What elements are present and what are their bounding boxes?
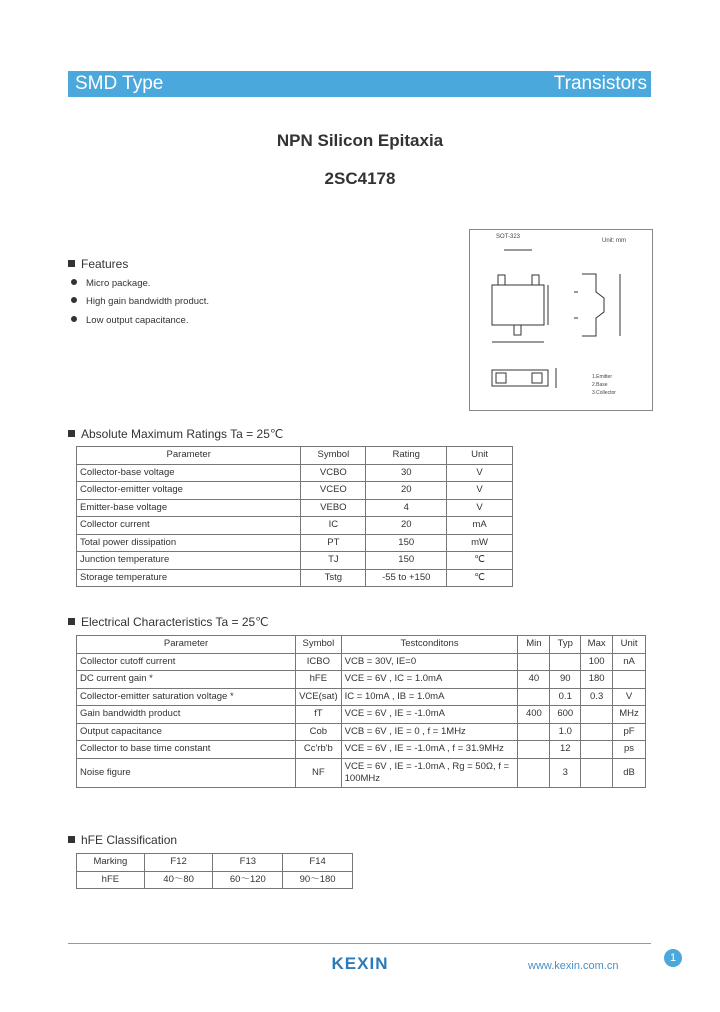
feature-item: Low output capacitance. xyxy=(71,315,188,326)
square-bullet-icon xyxy=(68,260,75,267)
table-row: Collector-emitter voltage VCEO 20 V xyxy=(77,482,513,500)
header-bar xyxy=(68,71,651,97)
hfe-class-table xyxy=(76,853,353,889)
header-right: Transistors xyxy=(553,73,647,94)
table-row: Noise figure NF VCE = 6V , IE = -1.0mA , Rg = 50Ω, f = 100MHz 3 dB xyxy=(77,758,646,787)
table-row: hFE 40～80 60～120 90～180 xyxy=(77,871,353,889)
svg-text:3.Collector: 3.Collector xyxy=(592,390,616,396)
table-row: Collector-base voltage VCBO 30 V xyxy=(77,464,513,482)
square-bullet-icon xyxy=(68,618,75,625)
bullet-icon xyxy=(71,297,77,303)
table-row: Junction temperature TJ 150 ℃ xyxy=(77,552,513,570)
part-number: 2SC4178 xyxy=(324,169,396,188)
square-bullet-icon xyxy=(68,836,75,843)
bullet-icon xyxy=(71,279,77,285)
table-row: Output capacitance Cob VCB = 6V , IE = 0 , f = 1MHz 1.0 pF xyxy=(77,723,646,741)
elec-heading: Electrical Characteristics Ta = 25℃ xyxy=(68,615,269,629)
table-header-row: Parameter Symbol Testconditons Min Typ Max Unit xyxy=(77,636,646,654)
table-row: Collector to base time constant Cc'rb'b VCE = 6V , IE = -1.0mA , f = 31.9MHz 12 ps xyxy=(77,741,646,759)
website-link[interactable]: www.kexin.com.cn xyxy=(528,960,619,972)
footer-divider xyxy=(68,943,651,944)
kexin-logo: KEXIN xyxy=(331,954,389,973)
table-row: Marking F12 F13 F14 xyxy=(77,854,353,872)
page-number-badge: 1 xyxy=(664,949,682,967)
table-row: Gain bandwidth product fT VCE = 6V , IE = -1.0mA 400 600 MHz xyxy=(77,706,646,724)
package-drawing xyxy=(469,229,653,411)
square-bullet-icon xyxy=(68,430,75,437)
table-row: Total power dissipation PT 150 mW xyxy=(77,534,513,552)
table-row: Collector current IC 20 mA xyxy=(77,517,513,535)
table-row: Storage temperature Tstg -55 to +150 ℃ xyxy=(77,569,513,587)
svg-text:SOT-323: SOT-323 xyxy=(496,234,521,240)
elec-table xyxy=(76,635,646,788)
table-row: DC current gain * hFE VCE = 6V , IC = 1.0mA 40 90 180 xyxy=(77,671,646,689)
table-row: Emitter-base voltage VEBO 4 V xyxy=(77,499,513,517)
svg-text:1.Emitter: 1.Emitter xyxy=(592,374,613,380)
header-left: SMD Type xyxy=(75,73,164,94)
table-row: Collector-emitter saturation voltage * VCE(sat) IC = 10mA , IB = 1.0mA 0.1 0.3 V xyxy=(77,688,646,706)
feature-item: Micro package. xyxy=(71,278,150,289)
svg-text:Unit: mm: Unit: mm xyxy=(602,238,626,244)
svg-text:2.Base: 2.Base xyxy=(592,382,608,388)
table-row: Collector cutoff current ICBO VCB = 30V, IE=0 100 nA xyxy=(77,653,646,671)
abs-max-heading: Absolute Maximum Ratings Ta = 25℃ xyxy=(68,427,283,441)
hfe-class-heading: hFE Classification xyxy=(68,833,177,847)
feature-item: High gain bandwidth product. xyxy=(71,296,209,307)
table-header-row: Parameter Symbol Rating Unit xyxy=(77,447,513,465)
bullet-icon xyxy=(71,316,77,322)
package-outline-icon xyxy=(470,230,652,410)
doc-title: NPN Silicon Epitaxia xyxy=(276,131,444,150)
abs-max-table xyxy=(76,446,513,587)
features-heading: Features xyxy=(68,257,128,271)
